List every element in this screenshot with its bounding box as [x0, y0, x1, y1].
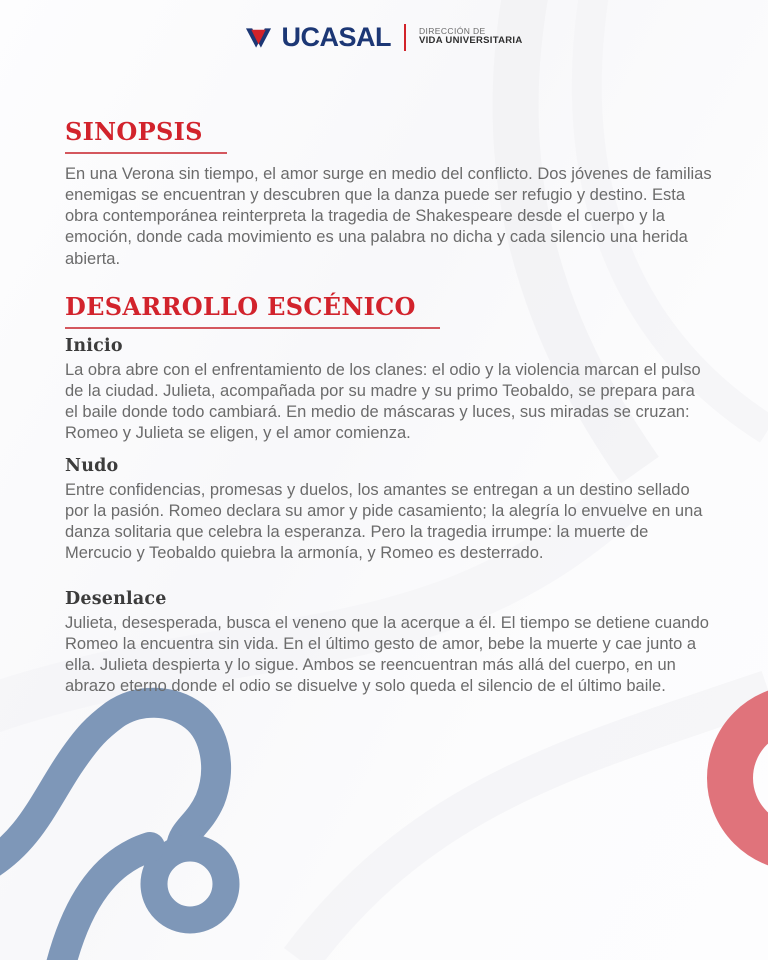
brand-name: UCASAL	[281, 22, 391, 52]
department-line1: DIRECCIÓN DE	[418, 25, 486, 36]
sinopsis-title: SINOPSIS	[65, 119, 227, 154]
section-desarrollo-escenico	[65, 291, 712, 697]
ucasal-shield-icon	[245, 23, 272, 51]
desarrollo-title: DESARROLLO ESCÉNICO	[65, 294, 440, 329]
content	[0, 119, 768, 697]
desenlace-title: Desenlace	[65, 588, 167, 609]
nudo-body: Entre confidencias, promesas y duelos, los amantes se entregan a un destino sellado por la pasión. Romeo declara su amor y pide casamiento; la alegría lo envuelve en una danza solitaria que celebra la esperanza. Pero la tragedia irrumpe: la muerte de Mercucio y Teobaldo quiebra la armonía, y Romeo es desterrado.	[65, 480, 703, 562]
section-sinopsis	[65, 119, 712, 270]
inicio-body: La obra abre con el enfrentamiento de los clanes: el odio y la violencia marcan el pulso de la ciudad. Julieta, acompañada por su madre y su primo Teobaldo, se prepara para el baile donde todo cambiará. En medio de máscaras y luces, sus miradas se cruzan: Romeo y Julieta se eligen, y el amor comienza.	[65, 360, 701, 442]
subsection-nudo	[65, 456, 712, 564]
subsection-desenlace	[65, 589, 712, 697]
sinopsis-body: En una Verona sin tiempo, el amor surge en medio del conflicto. Dos jóvenes de familias enemigas se encuentran y descubren que la danza puede ser refugio y destino. Esta obra contemporánea reinterpreta la tragedia de Shakespeare desde el cuerpo y la emoción, donde cada movimiento es una palabra no dicha y cada silencio una herida abierta.	[65, 165, 712, 268]
desenlace-body: Julieta, desesperada, busca el veneno que la acerque a él. El tiempo se detiene cuando Romeo la encuentra sin vida. En el último gesto de amor, bebe la muerte y cae junto a ella. Julieta despierta y lo sigue. Ambos se reencuentran más allá del cuerpo, en un abrazo eterno donde el odio se disuelve y solo queda el silencio de el último baile.	[65, 613, 709, 695]
department-name	[419, 27, 523, 48]
header	[0, 0, 768, 51]
brand-divider	[404, 24, 406, 51]
nudo-title: Nudo	[65, 455, 119, 476]
blue-swirl-shape	[0, 703, 226, 960]
subsection-inicio	[65, 336, 712, 444]
red-ring-shape	[730, 708, 768, 848]
inicio-title: Inicio	[65, 335, 123, 356]
department-line2: VIDA UNIVERSITARIA	[418, 35, 523, 47]
